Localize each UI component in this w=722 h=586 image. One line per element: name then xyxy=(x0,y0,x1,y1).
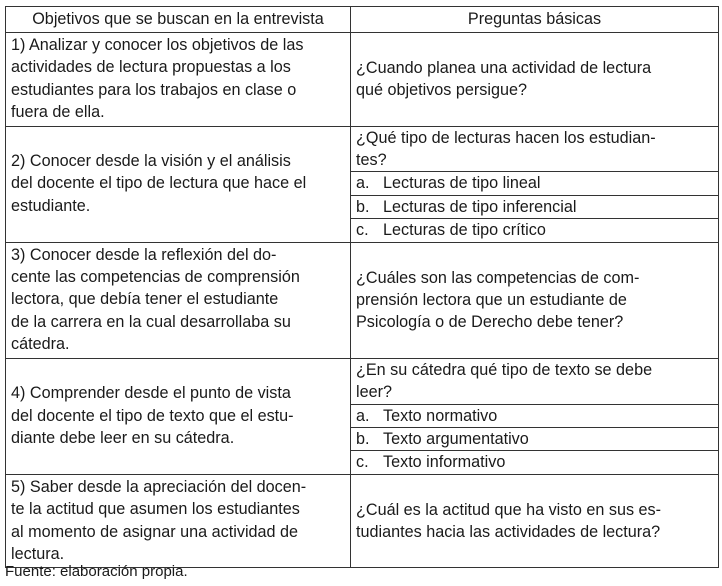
option-letter: c. xyxy=(356,221,369,240)
objective-line: 3) Conocer desde la reflexión del do- xyxy=(11,245,277,264)
objective-line: lectura. xyxy=(11,544,65,563)
option-text: Texto informativo xyxy=(383,453,506,472)
question-line: tudiantes hacia las actividades de lectura? xyxy=(356,523,661,542)
answer-option xyxy=(351,171,718,194)
table-row xyxy=(6,126,719,242)
option-text: Lecturas de tipo inferencial xyxy=(383,197,577,216)
objective-cell xyxy=(6,33,351,127)
question-line: ¿Qué tipo de lecturas hacen los estudian- xyxy=(356,128,656,147)
question-cell xyxy=(351,126,719,242)
question-cell xyxy=(351,474,719,568)
table-row xyxy=(6,358,719,474)
objective-line: del docente el tipo de texto que el estu- xyxy=(11,406,294,425)
objective-line: te la actitud que asumen los estudiantes xyxy=(11,500,300,519)
answer-option xyxy=(351,427,718,450)
answer-option xyxy=(351,195,718,218)
question-cell xyxy=(351,33,719,127)
answer-option xyxy=(351,404,718,427)
answer-option xyxy=(351,218,718,241)
objective-line: fuera de ella. xyxy=(11,103,105,122)
header-questions: Preguntas básicas xyxy=(351,7,719,33)
objective-line: actividades de lectura propuestas a los xyxy=(11,58,291,77)
interview-table xyxy=(5,6,719,568)
objective-line: estudiantes para los trabajos en clase o xyxy=(11,80,297,99)
objective-line: del docente el tipo de lectura que hace el xyxy=(11,174,307,193)
question-line: ¿Cuáles son las competencias de com- xyxy=(356,268,640,287)
objective-line: lectora, que debía tener el estudiante xyxy=(11,290,279,309)
objective-cell xyxy=(6,126,351,242)
question-line: Psicología o de Derecho debe tener? xyxy=(356,313,624,332)
option-text: Texto argumentativo xyxy=(383,429,529,448)
objective-line: 1) Analizar y conocer los objetivos de las xyxy=(11,36,304,54)
objective-line: de la carrera en la cual desarrollaba su xyxy=(11,312,291,331)
header-row xyxy=(6,7,719,33)
question-line: leer? xyxy=(356,383,392,402)
objective-line: al momento de asignar una actividad de xyxy=(11,522,299,541)
question-cell xyxy=(351,242,719,358)
option-letter: b. xyxy=(356,197,370,216)
question-line: ¿Cuando planea una actividad de lectura xyxy=(356,58,652,77)
option-text: Lecturas de tipo lineal xyxy=(383,174,541,193)
objective-line: 2) Conocer desde la visión y el análisis xyxy=(11,152,291,171)
question-line: tes? xyxy=(356,151,387,170)
question-line: ¿En su cátedra qué tipo de texto se debe xyxy=(356,360,653,379)
objective-line: cente las competencias de comprensión xyxy=(11,268,300,287)
option-letter: c. xyxy=(356,453,369,472)
table-body xyxy=(6,33,719,568)
table-row xyxy=(6,33,719,127)
answer-option xyxy=(351,450,718,473)
option-text: Lecturas de tipo crítico xyxy=(383,221,546,240)
header-objectives: Objetivos que se buscan en la entrevista xyxy=(6,7,351,33)
source-note: Fuente: elaboración propia. xyxy=(5,563,188,580)
objective-line: cátedra. xyxy=(11,335,70,354)
objective-line: diante debe leer en su cátedra. xyxy=(11,428,235,447)
option-letter: b. xyxy=(356,429,370,448)
objective-line: 4) Comprender desde el punto de vista xyxy=(11,384,291,403)
option-text: Texto normativo xyxy=(383,406,498,425)
objective-line: 5) Saber desde la apreciación del docen- xyxy=(11,477,307,496)
question-line: qué objetivos persigue? xyxy=(356,81,527,100)
objective-cell xyxy=(6,358,351,474)
table-row xyxy=(6,242,719,358)
objective-line: estudiante. xyxy=(11,196,91,215)
question-line: ¿Cuál es la actitud que ha visto en sus es- xyxy=(356,500,662,519)
objective-cell xyxy=(6,474,351,568)
option-letter: a. xyxy=(356,174,370,193)
objective-cell xyxy=(6,242,351,358)
question-line: prensión lectora que un estudiante de xyxy=(356,290,627,309)
question-cell xyxy=(351,358,719,474)
option-letter: a. xyxy=(356,406,370,425)
table-row xyxy=(6,474,719,568)
